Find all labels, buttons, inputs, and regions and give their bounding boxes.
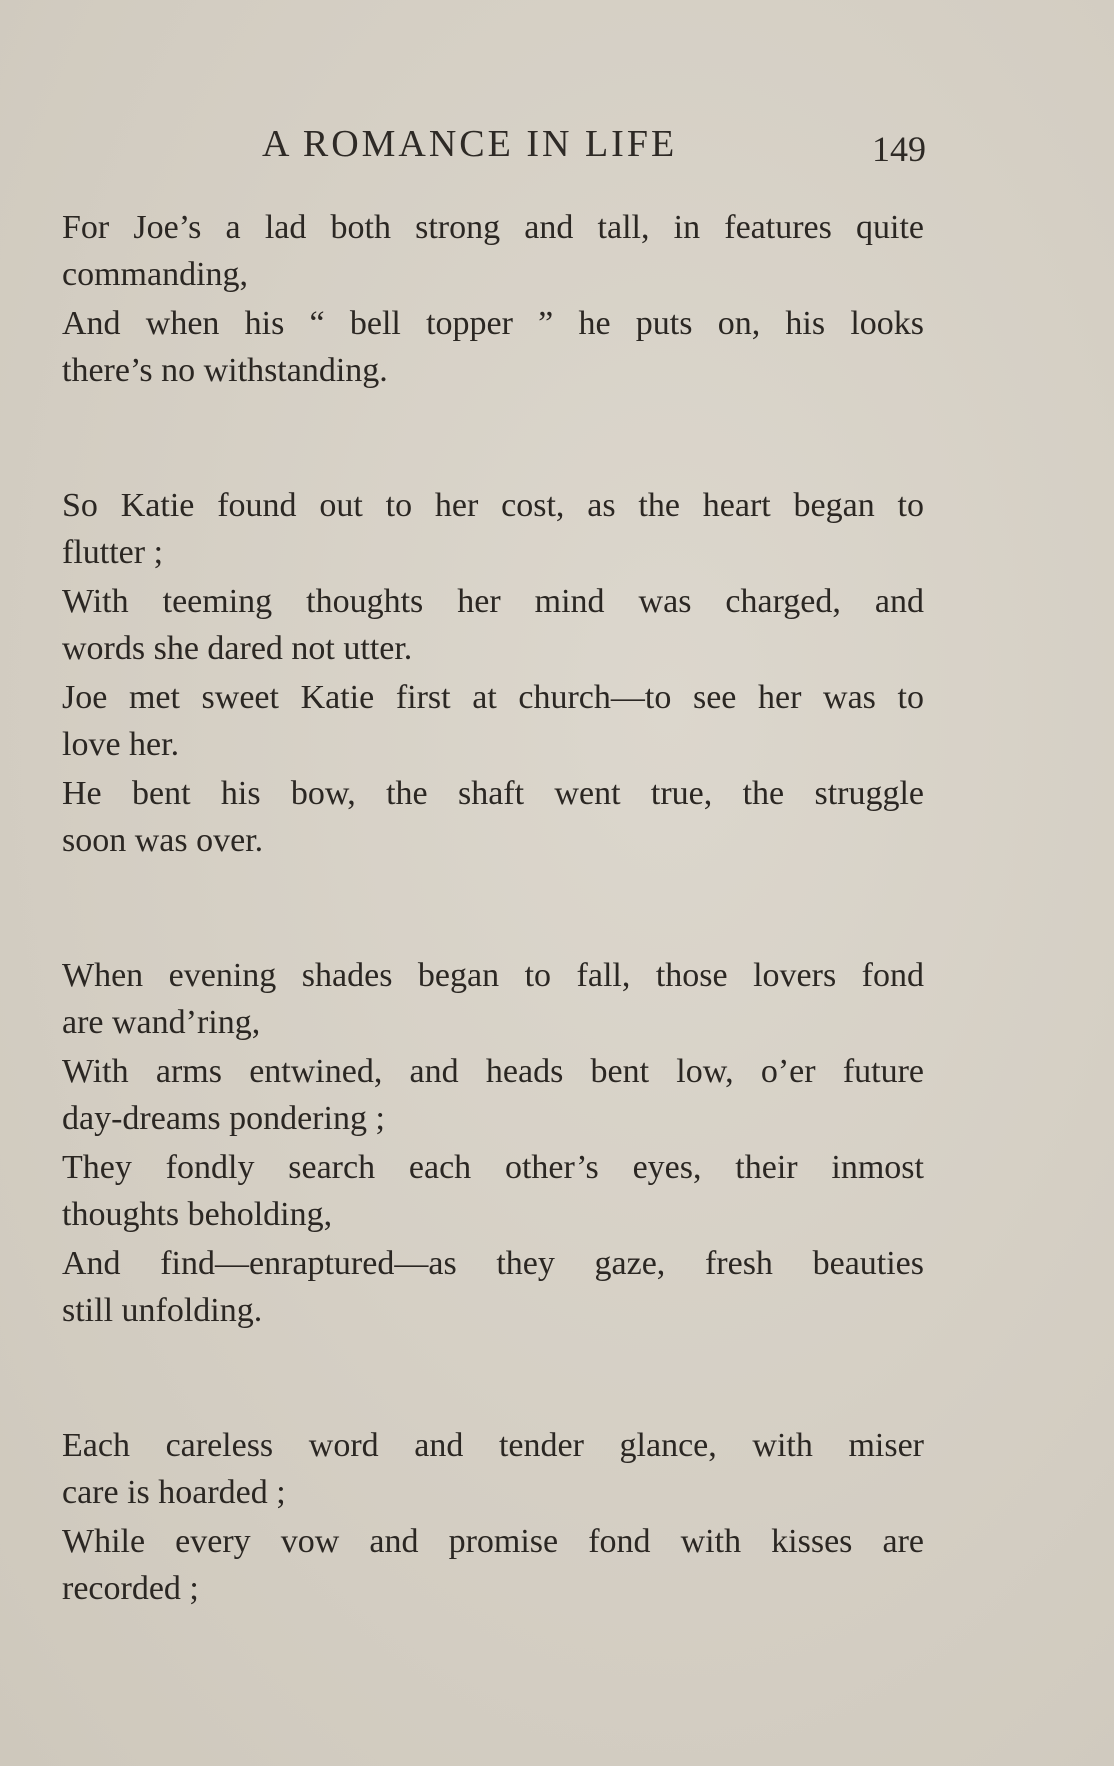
verse-line-first: And when his “ bell topper ” he puts on, his looks: [62, 305, 924, 342]
verse-line-continuation: flutter ;: [62, 534, 164, 571]
poem-body: [62, 204, 924, 1614]
verse-line-continuation: care is hoarded ;: [62, 1474, 286, 1511]
verse-line-first: They fondly search each other’s eyes, their inmost: [62, 1149, 924, 1186]
stanza-4: [62, 1422, 924, 1612]
verse-line: [62, 482, 924, 576]
page-number: 149: [872, 129, 926, 169]
running-title: A ROMANCE IN LIFE: [262, 123, 678, 165]
verse-line: [62, 300, 924, 394]
verse-line: [62, 578, 924, 672]
verse-line: [62, 1048, 924, 1142]
verse-line-first: So Katie found out to her cost, as the heart began to: [62, 487, 924, 524]
verse-line-first: And find—enraptured—as they gaze, fresh beauties: [62, 1245, 924, 1282]
verse-line-first: Each careless word and tender glance, with miser: [62, 1427, 924, 1464]
verse-line: [62, 1144, 924, 1238]
verse-line-continuation: soon was over.: [62, 822, 264, 859]
verse-line-first: While every vow and promise fond with kisses are: [62, 1523, 924, 1560]
verse-line: [62, 1422, 924, 1516]
verse-line-first: When evening shades began to fall, those lovers fond: [62, 957, 924, 994]
verse-line-first: Joe met sweet Katie first at church—to see her was to: [62, 679, 924, 716]
verse-line: [62, 204, 924, 298]
verse-line-first: With teeming thoughts her mind was charged, and: [62, 583, 924, 620]
verse-line: [62, 674, 924, 768]
verse-line: [62, 1240, 924, 1334]
verse-line-continuation: love her.: [62, 726, 180, 763]
verse-line-continuation: still unfolding.: [62, 1292, 263, 1329]
stanza-3: [62, 952, 924, 1334]
verse-line-continuation: there’s no withstanding.: [62, 352, 388, 389]
verse-line-first: He bent his bow, the shaft went true, the struggle: [62, 775, 924, 812]
verse-line: [62, 770, 924, 864]
verse-line-continuation: recorded ;: [62, 1570, 199, 1607]
verse-line: [62, 1518, 924, 1612]
verse-line-first: For Joe’s a lad both strong and tall, in features quite: [62, 209, 924, 246]
verse-line-continuation: day-dreams pondering ;: [62, 1100, 385, 1137]
stanza-2: [62, 482, 924, 864]
verse-line-continuation: words she dared not utter.: [62, 630, 413, 667]
running-head: [0, 122, 1114, 172]
verse-line-continuation: thoughts beholding,: [62, 1196, 333, 1233]
verse-line: [62, 952, 924, 1046]
verse-line-first: With arms entwined, and heads bent low, o’er future: [62, 1053, 924, 1090]
stanza-1: [62, 204, 924, 394]
verse-line-continuation: are wand’ring,: [62, 1004, 261, 1041]
verse-line-continuation: commanding,: [62, 256, 249, 293]
